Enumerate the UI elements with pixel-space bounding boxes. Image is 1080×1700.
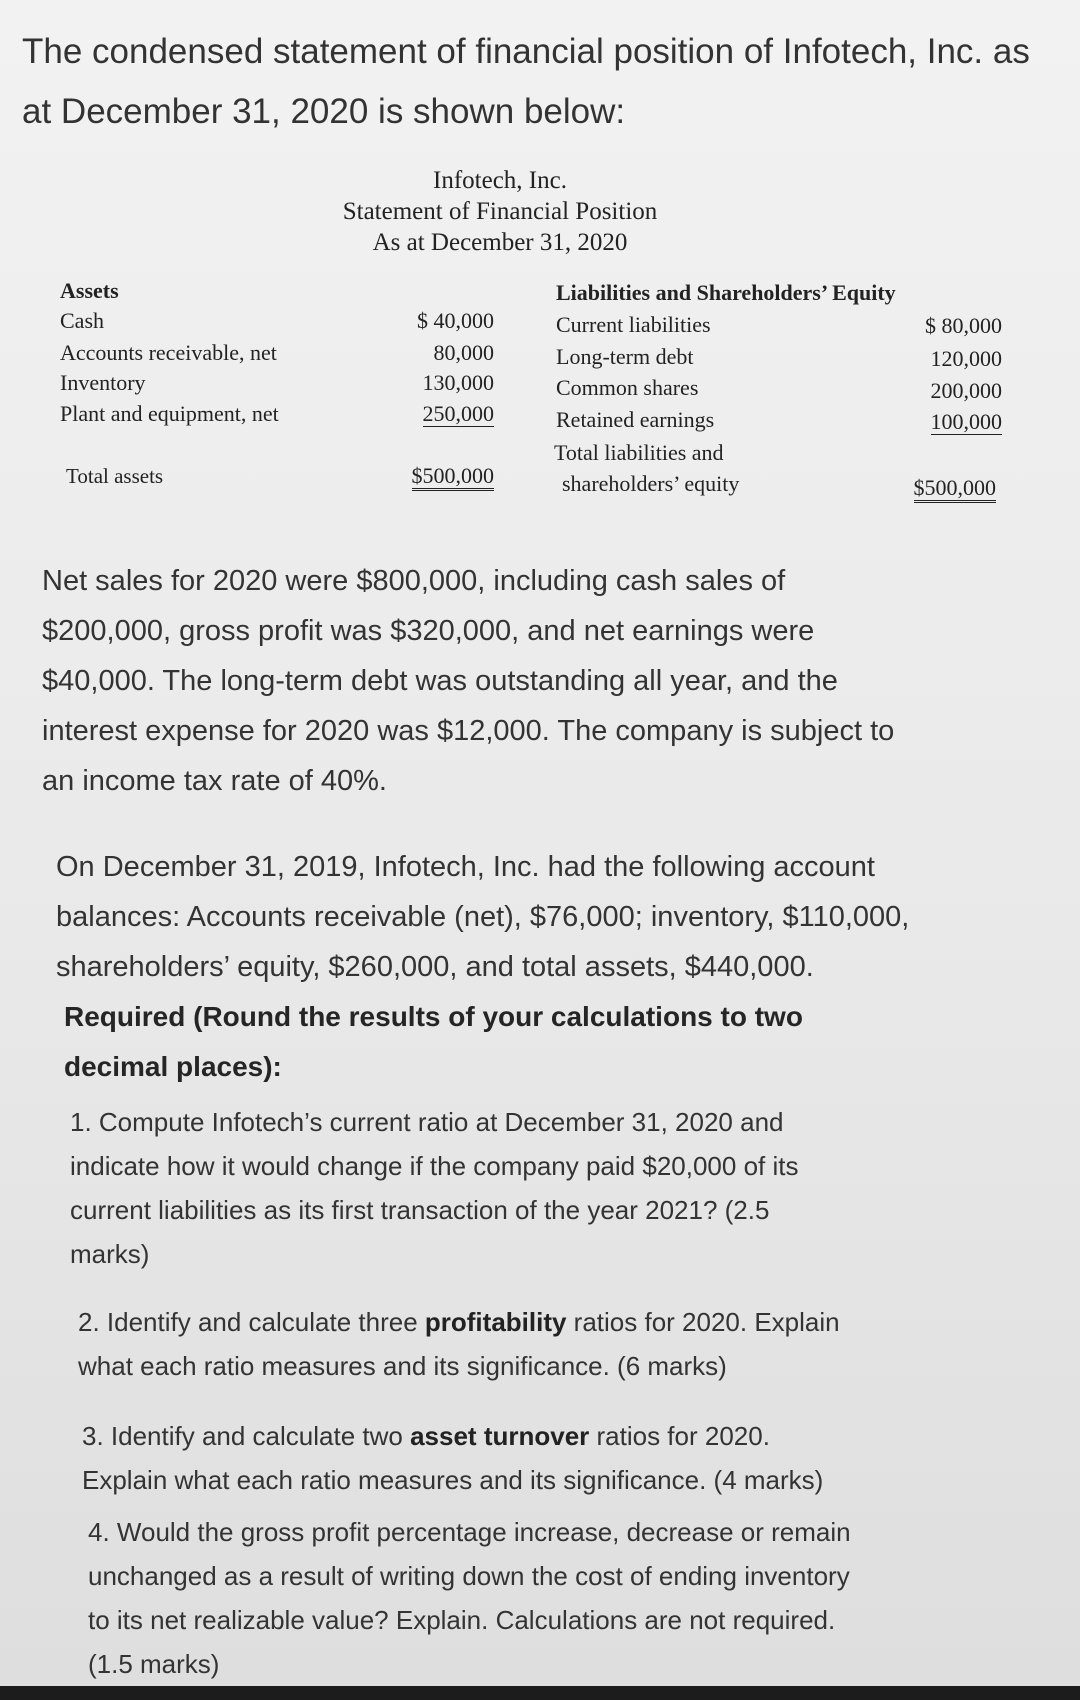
- total-assets-value: [380, 462, 494, 490]
- question-3: [82, 1414, 823, 1502]
- prior-year-line-2: balances: Accounts receivable (net), $76,000; inventory, $110,000,: [56, 901, 910, 933]
- liability-value-retained: [880, 408, 1002, 436]
- liability-label-current: Current liabilities: [556, 312, 711, 337]
- asset-label-inventory: Inventory: [60, 370, 146, 395]
- q1-line-2: indicate how it would change if the company paid $20,000 of its: [70, 1151, 799, 1181]
- q3-post: ratios for 2020.: [589, 1421, 770, 1451]
- total-liabilities-value: [880, 474, 996, 502]
- required-line-1: Required (Round the results of your calculations to two: [64, 1001, 803, 1032]
- sales-line-3: $40,000. The long-term debt was outstanding all year, and the: [42, 665, 838, 697]
- q3-pre: 3. Identify and calculate two: [82, 1421, 411, 1451]
- q2-bold: profitability: [424, 1307, 567, 1337]
- prior-year-line-1: On December 31, 2019, Infotech, Inc. had the following account: [56, 851, 875, 883]
- asset-value-plant: [380, 400, 494, 428]
- company-name: Infotech, Inc.: [433, 167, 567, 194]
- question-1: [70, 1100, 798, 1276]
- q1-line-4: marks): [70, 1239, 150, 1269]
- liability-label-retained: Retained earnings: [556, 407, 715, 432]
- asset-label-plant: Plant and equipment, net: [60, 401, 279, 426]
- liability-label-common: Common shares: [556, 375, 699, 400]
- q2-pre: 2. Identify and calculate three: [78, 1307, 425, 1337]
- statement-title: Statement of Financial Position: [342, 198, 658, 225]
- q2-line-1: [78, 1300, 840, 1344]
- total-assets-value-text: $500,000: [412, 463, 495, 491]
- liability-value-current: $ 80,000: [925, 313, 1002, 338]
- prior-year-line-3: shareholders’ equity, $260,000, and total assets, $440,000.: [56, 951, 814, 983]
- q2-post: ratios for 2020. Explain: [566, 1307, 840, 1337]
- q3-bold: asset turnover: [410, 1421, 590, 1451]
- intro-line-1: The condensed statement of financial position of Infotech, Inc. as: [22, 32, 1030, 71]
- assets-heading: Assets: [60, 278, 119, 303]
- screen-bottom-edge: [0, 1686, 1080, 1700]
- liability-value-retained-text: 100,000: [930, 409, 1002, 434]
- total-liabilities-label-1: Total liabilities and: [554, 440, 724, 465]
- q1-line-3: current liabilities as its first transaction of the year 2021? (2.5: [70, 1195, 770, 1225]
- total-assets-label: Total assets: [66, 464, 164, 488]
- required-heading: [64, 992, 803, 1092]
- sales-line-4: interest expense for 2020 was $12,000. The company is subject to: [42, 715, 895, 747]
- asset-value-inventory: 130,000: [422, 370, 494, 395]
- question-2: [78, 1300, 840, 1388]
- prior-year-paragraph: [56, 842, 909, 992]
- total-liabilities-label-2: shareholders’ equity: [562, 471, 740, 496]
- liability-value-longterm: 120,000: [930, 346, 1002, 371]
- q4-line-2: unchanged as a result of writing down the cost of ending inventory: [88, 1561, 850, 1591]
- q4-line-4: (1.5 marks): [88, 1649, 220, 1679]
- liability-value-common: 200,000: [930, 378, 1002, 403]
- statement-header: [0, 165, 1080, 258]
- sales-line-5: an income tax rate of 40%.: [42, 765, 387, 797]
- sales-line-1: Net sales for 2020 were $800,000, including cash sales of: [42, 565, 786, 597]
- intro-line-2: at December 31, 2020 is shown below:: [22, 92, 626, 131]
- sales-paragraph: [42, 556, 894, 806]
- statement-date: As at December 31, 2020: [372, 229, 628, 256]
- total-liabilities-value-text: $500,000: [914, 475, 997, 503]
- q2-line-2: what each ratio measures and its significance. (6 marks): [78, 1351, 727, 1381]
- asset-value-cash: $ 40,000: [417, 308, 494, 333]
- question-4: [88, 1510, 851, 1686]
- liability-label-longterm: Long-term debt: [556, 344, 694, 369]
- q3-line-2: Explain what each ratio measures and its significance. (4 marks): [82, 1465, 824, 1495]
- intro-text: [22, 22, 1052, 142]
- sales-line-2: $200,000, gross profit was $320,000, and net earnings were: [42, 615, 815, 647]
- asset-label-cash: Cash: [60, 308, 104, 333]
- liabilities-heading: Liabilities and Shareholders’ Equity: [556, 280, 896, 305]
- required-line-2: decimal places):: [64, 1051, 282, 1082]
- q4-line-1: 4. Would the gross profit percentage increase, decrease or remain: [88, 1517, 851, 1547]
- q1-line-1: 1. Compute Infotech’s current ratio at December 31, 2020 and: [70, 1107, 784, 1137]
- asset-value-receivables: 80,000: [433, 340, 494, 365]
- q3-line-1: [82, 1414, 823, 1458]
- q4-line-3: to its net realizable value? Explain. Calculations are not required.: [88, 1605, 836, 1635]
- asset-label-receivables: Accounts receivable, net: [60, 340, 277, 365]
- asset-value-plant-text: 250,000: [422, 401, 494, 426]
